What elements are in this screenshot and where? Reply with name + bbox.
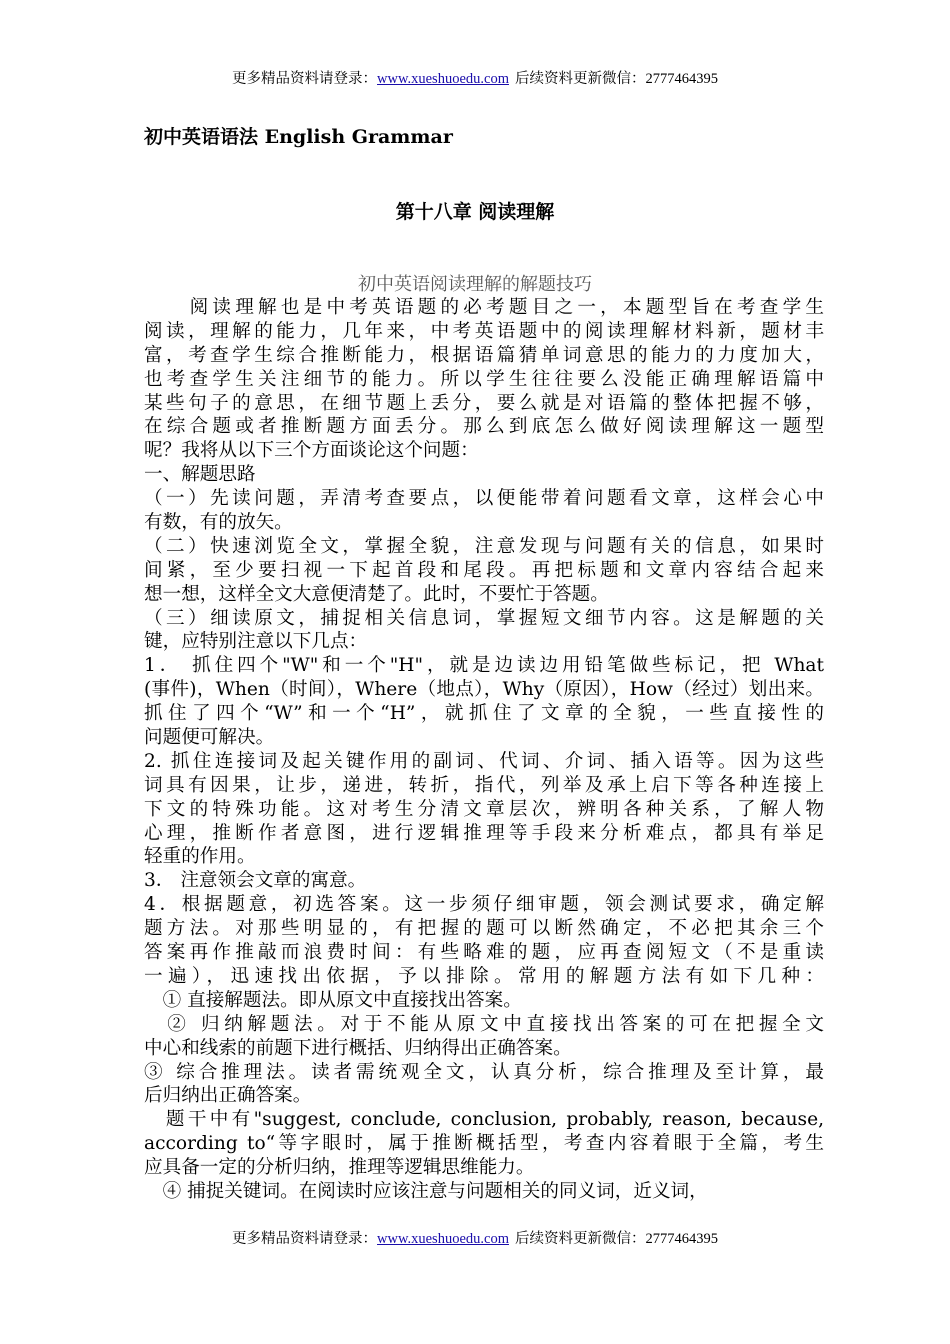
body-line: 题干中有"suggest, conclude, conclusion, probably, reason, because,: [144, 1109, 824, 1131]
body-line: 问题便可解决。: [144, 727, 275, 749]
body-line: ④ 捕捉关键词。在阅读时应该注意与问题相关的同义词，近义词，: [144, 1180, 708, 1202]
section-title: 初中英语阅读理解的解题技巧: [358, 274, 592, 295]
body-line: 想一想，这样全文大意便清楚了。此时，不要忙于答题。: [144, 583, 609, 605]
body-line: 应具备一定的分析归纳，推理等逻辑思维能力。: [144, 1157, 535, 1179]
body-line: 词具有因果，让步，递进，转折，指代，列举及承上启下等各种连接上: [144, 774, 824, 796]
body-line: 题方法。对那些明显的，有把握的题可以断然确定，不必把其余三个: [144, 918, 824, 940]
body-line: 阅读，理解的能力，几年来，中考英语题中的阅读理解材料新，题材丰: [144, 320, 824, 342]
body-line: 也考查学生关注细节的能力。所以学生往往要么没能正确理解语篇中: [144, 368, 824, 390]
body-line: 阅读理解也是中考英语题的必考题目之一，本题型旨在考查学生: [144, 297, 824, 318]
body-line: 答案再作推敲而浪费时间：有些略难的题，应再查阅短文（不是重读: [144, 942, 824, 964]
body-line: 4．根据题意，初选答案。这一步须仔细审题，领会测试要求，确定解: [144, 894, 824, 916]
footer-website-link[interactable]: www.xueshuoedu.com: [377, 1231, 509, 1247]
header-suffix: 后续资料更新微信：2777464395: [514, 71, 718, 87]
page-header: [0, 67, 950, 88]
body-line: 中心和线索的前题下进行概括、归纳得出正确答案。: [144, 1037, 572, 1059]
body-line: 富，考查学生综合推断能力，根据语篇猜单词意思的能力的力度加大，: [144, 344, 824, 366]
body-line: 一遍），迅速找出依据，予以排除。常用的解题方法有如下几种：: [144, 965, 824, 987]
body-line: （二）快速浏览全文，掌握全貌，注意发现与问题有关的信息，如果时: [144, 535, 824, 557]
body-line: ① 直接解题法。即从原文中直接找出答案。: [144, 989, 522, 1011]
body-line: 间紧，至少要扫视一下起首段和尾段。再把标题和文章内容结合起来: [144, 559, 824, 581]
body-line: 呢？我将从以下三个方面谈论这个问题：: [144, 440, 479, 462]
body-line: (事件)，When（时间），Where（地点），Why（原因），How（经过）划出来。: [144, 679, 824, 701]
body-line: according to“等字眼时，属于推断概括型，考查内容着眼于全篇，考生: [144, 1133, 824, 1155]
body-line: 键，应特别注意以下几点：: [144, 631, 368, 653]
body-line: ② 归纳解题法。对于不能从原文中直接找出答案的可在把握全文: [144, 1013, 824, 1035]
header-website-link[interactable]: www.xueshuoedu.com: [377, 71, 509, 87]
body-line: 在综合题或者推断题方面丢分。那么到底怎么做好阅读理解这一题型: [144, 416, 824, 438]
body-line: 有数，有的放矢。: [144, 512, 293, 534]
body-line: ③ 综合推理法。读者需统观全文，认真分析，综合推理及至计算，最: [144, 1061, 824, 1083]
body-line: 轻重的作用。: [144, 846, 256, 868]
chapter-title: 第十八章 阅读理解: [395, 201, 555, 223]
body-line: 某些句子的意思，在细节题上丢分，要么就是对语篇的整体把握不够，: [144, 392, 824, 414]
body-line: 下文的特殊功能。这对考生分清文章层次，辨明各种关系，了解人物: [144, 798, 824, 820]
body-line: 3． 注意领会文章的寓意。: [144, 870, 367, 892]
footer-prefix: 更多精品资料请登录：: [232, 1231, 378, 1247]
body-line: 后归纳出正确答案。: [144, 1085, 312, 1107]
body-text: [144, 296, 824, 1204]
page-footer: [0, 1227, 950, 1248]
header-prefix: 更多精品资料请登录：: [232, 71, 378, 87]
body-line: 1． 抓住四个"W"和一个"H"，就是边读边用铅笔做些标记，把 What: [144, 655, 824, 677]
body-line: 抓住了四个“W”和一个“H”，就抓住了文章的全貌，一些直接性的: [144, 703, 824, 725]
body-line: 心理，推断作者意图，进行逻辑推理等手段来分析难点，都具有举足: [144, 822, 824, 844]
footer-suffix: 后续资料更新微信：2777464395: [514, 1231, 718, 1247]
document-title: 初中英语语法 English Grammar: [144, 126, 453, 148]
body-line: 一、解题思路: [144, 464, 256, 486]
body-line: （一）先读问题，弄清考查要点，以便能带着问题看文章，这样会心中: [144, 488, 824, 510]
body-line: （三）细读原文，捕捉相关信息词，掌握短文细节内容。这是解题的关: [144, 607, 824, 629]
body-line: 2. 抓住连接词及起关键作用的副词、代词、介词、插入语等。因为这些: [144, 750, 824, 772]
